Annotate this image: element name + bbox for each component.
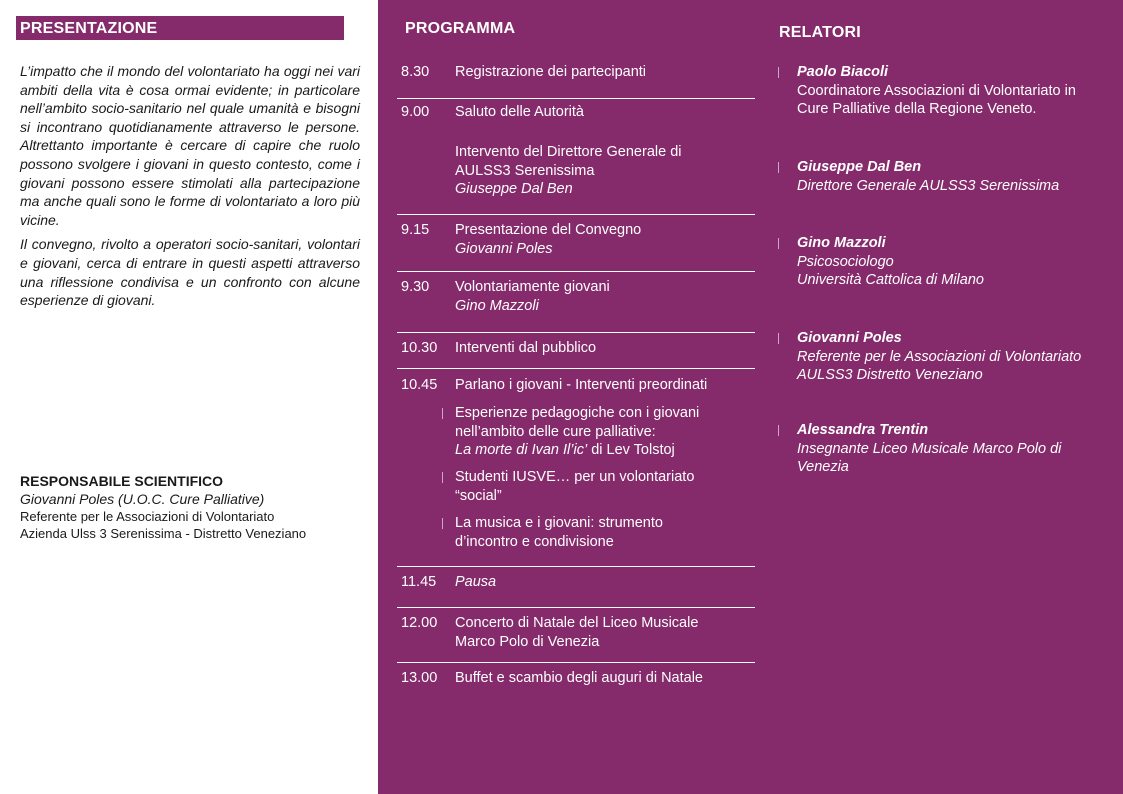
programme-divider: [397, 368, 755, 369]
programme-text: Buffet e scambio degli auguri di Natale: [455, 670, 703, 686]
bullet-marker: [778, 425, 779, 436]
bullet-marker: [778, 238, 779, 249]
programme-speaker: Gino Mazzoli: [455, 297, 539, 314]
programme-text: Presentazione del Convegno: [455, 222, 642, 238]
programme-text: Pausa: [455, 574, 497, 590]
speaker-entry: [797, 158, 1107, 195]
programme-divider: [397, 271, 755, 272]
programme-text: Volontariamente giovani: [455, 279, 610, 295]
left-column: [0, 0, 378, 794]
programme-text: Concerto di Natale del Liceo Musicale Marco Polo di Venezia: [455, 615, 699, 650]
bullet-marker: [778, 162, 779, 173]
subitem-title: La morte di Ivan Il’ic’: [455, 442, 588, 458]
programme-divider: [397, 98, 755, 99]
bullet-marker: [778, 333, 779, 344]
bullet-marker: [442, 472, 443, 483]
programme-speaker: Giovanni Poles: [455, 240, 553, 257]
intro-paragraph-1: L’impatto che il mondo del volontariato ha oggi nei vari ambiti della vita è cosa ormai evidente; in particolare nell’ambito socio-sanitario nel quale umanità e bisogni si incontrano quotidianamente attraverso le persone. Altrettanto importante è cercare di capire che ruolo possono svolgere i giovani in questo contesto, come i giovani possono essere stimolati alla partecipazione ma anche quali sono le forme di volontariato a loro più vicine.: [20, 63, 360, 228]
presentazione-heading: PRESENTAZIONE: [16, 16, 344, 40]
responsabile-block: [20, 472, 365, 542]
speaker-entry: [797, 63, 1107, 119]
programme-time: 9.30: [401, 279, 430, 295]
speaker-entry: [797, 234, 1107, 290]
programme-subitem: [455, 514, 725, 551]
programme-text: Parlano i giovani - Interventi preordinati: [455, 377, 708, 393]
programme-extra-text: Intervento del Direttore Generale di AULSS3 Serenissima: [455, 144, 682, 179]
relatori-heading: RELATORI: [779, 24, 861, 41]
programme-text: Saluto delle Autorità: [455, 104, 584, 120]
programme-time: 10.45: [401, 377, 438, 393]
bullet-marker: [778, 67, 779, 78]
speaker-name: Giovanni Poles: [797, 330, 902, 346]
speaker-role: Psicosociologo: [797, 253, 894, 270]
programme-subitem: [455, 404, 745, 460]
programme-time: 13.00: [401, 670, 438, 686]
speaker-affiliation: Università Cattolica di Milano: [797, 272, 984, 288]
responsabile-role-line2: Azienda Ulss 3 Serenissima - Distretto Veneziano: [20, 526, 307, 541]
subitem-text: Studenti IUSVE… per un volontariato “social”: [455, 469, 695, 504]
programme-time: 10.30: [401, 340, 438, 356]
programme-time: 8.30: [401, 64, 430, 80]
programme-text: Registrazione dei partecipanti: [455, 64, 647, 80]
programma-heading: PROGRAMMA: [405, 20, 516, 37]
programme-divider: [397, 662, 755, 663]
programme-divider: [397, 607, 755, 608]
speaker-entry: [797, 421, 1097, 477]
responsabile-name: Giovanni Poles (U.O.C. Cure Palliative): [20, 491, 265, 507]
programme-panel: [378, 0, 1123, 794]
speaker-role: Insegnante Liceo Musicale Marco Polo di Venezia: [797, 440, 1062, 475]
intro-paragraph-2: Il convegno, rivolto a operatori socio-sanitari, volontari e giovani, cerca di entrare in questi aspetti attraverso una riflessione condivisa e un confronto con alcune esperienze di giovani.: [20, 236, 360, 309]
bullet-marker: [442, 408, 443, 419]
speaker-name: Gino Mazzoli: [797, 235, 886, 251]
speaker-name: Paolo Biacoli: [797, 64, 889, 80]
programme-time: 9.00: [401, 104, 430, 120]
speaker-role: Direttore Generale AULSS3 Serenissima: [797, 177, 1060, 194]
speaker-role: Referente per le Associazioni di Volontariato AULSS3 Distretto Veneziano: [797, 348, 1082, 383]
speaker-entry: [797, 329, 1097, 385]
programme-time: 12.00: [401, 615, 438, 631]
subitem-suffix: di Lev Tolstoj: [587, 442, 675, 458]
programme-speaker: Giuseppe Dal Ben: [455, 181, 573, 197]
intro-text: [20, 62, 360, 316]
programme-time: 11.45: [401, 574, 437, 590]
bullet-marker: [442, 518, 443, 529]
responsabile-heading: RESPONSABILE SCIENTIFICO: [20, 473, 224, 489]
responsabile-role-line1: Referente per le Associazioni di Volontariato: [20, 509, 275, 524]
speaker-role: Coordinatore Associazioni di Volontariato in Cure Palliative della Regione Veneto.: [797, 82, 1076, 117]
programme-divider: [397, 332, 755, 333]
subitem-text: Esperienze pedagogiche con i giovani nell’ambito delle cure palliative:: [455, 405, 700, 440]
programme-divider: [397, 214, 755, 215]
programme-divider: [397, 566, 755, 567]
speaker-name: Giuseppe Dal Ben: [797, 159, 922, 175]
speaker-name: Alessandra Trentin: [797, 422, 929, 438]
programme-subitem: [455, 468, 745, 505]
subitem-text: La musica e i giovani: strumento d’incontro e condivisione: [455, 515, 663, 550]
programme-time: 9.15: [401, 222, 430, 238]
programme-text: Interventi dal pubblico: [455, 340, 597, 356]
